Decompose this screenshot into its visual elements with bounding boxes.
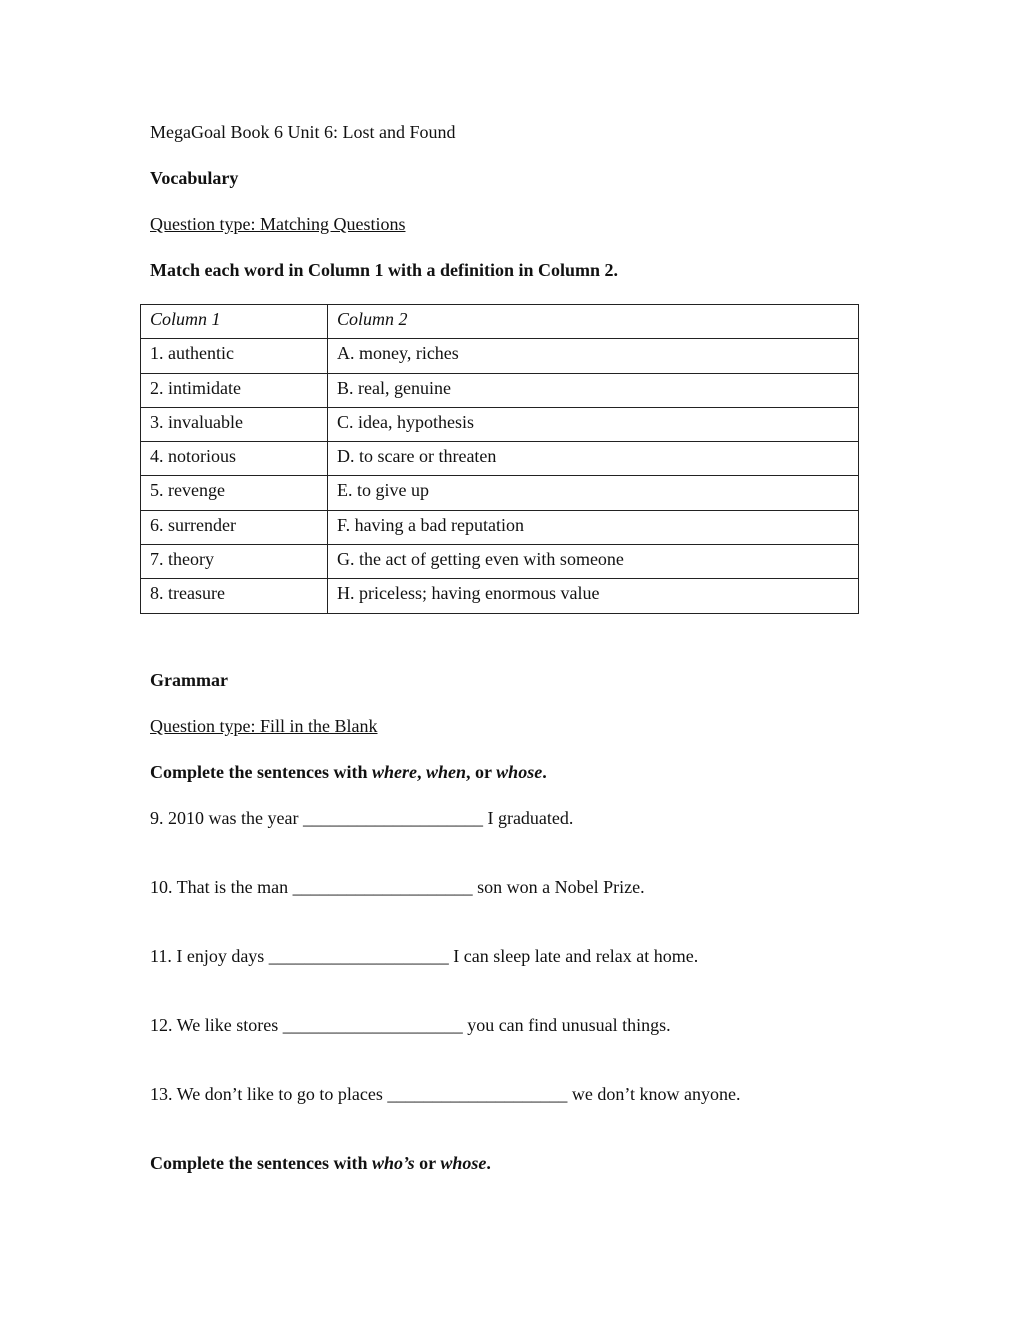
period: . bbox=[542, 762, 547, 782]
word-cell: 6. surrender bbox=[141, 510, 328, 544]
table-row bbox=[141, 407, 859, 441]
period: . bbox=[486, 1153, 491, 1173]
word-cell: 8. treasure bbox=[141, 579, 328, 613]
definition-cell: A. money, riches bbox=[328, 339, 859, 373]
grammar-question-type: Question type: Fill in the Blank bbox=[150, 716, 378, 736]
keyword-whos: who’s bbox=[371, 1153, 415, 1173]
table-header-row bbox=[141, 305, 859, 339]
definition-cell: B. real, genuine bbox=[328, 373, 859, 407]
word-cell: 7. theory bbox=[141, 545, 328, 579]
definition-cell: C. idea, hypothesis bbox=[328, 407, 859, 441]
keyword-whose: whose bbox=[496, 762, 543, 782]
definition-cell: G. the act of getting even with someone bbox=[328, 545, 859, 579]
instruction-text: Complete the sentences with bbox=[150, 762, 372, 782]
question-12: 12. We like stores ____________________ you can find unusual things. bbox=[150, 1015, 671, 1035]
question-11: 11. I enjoy days ____________________ I can sleep late and relax at home. bbox=[150, 946, 699, 966]
question-10: 10. That is the man ____________________ son won a Nobel Prize. bbox=[150, 877, 645, 897]
word-cell: 5. revenge bbox=[141, 476, 328, 510]
grammar-instruction-1 bbox=[150, 760, 547, 784]
table-row bbox=[141, 373, 859, 407]
question-9: 9. 2010 was the year ____________________ I graduated. bbox=[150, 808, 574, 828]
table-row bbox=[141, 339, 859, 373]
vocabulary-instruction: Match each word in Column 1 with a definition in Column 2. bbox=[150, 260, 619, 280]
vocabulary-question-type: Question type: Matching Questions bbox=[150, 214, 406, 234]
keyword-when: when bbox=[425, 762, 466, 782]
keyword-whose: whose bbox=[440, 1153, 487, 1173]
vocabulary-heading: Vocabulary bbox=[150, 168, 239, 188]
definition-cell: E. to give up bbox=[328, 476, 859, 510]
definition-cell: H. priceless; having enormous value bbox=[328, 579, 859, 613]
column-2-header: Column 2 bbox=[328, 305, 859, 339]
matching-table bbox=[140, 304, 859, 614]
word-cell: 1. authentic bbox=[141, 339, 328, 373]
table-row bbox=[141, 476, 859, 510]
table-row bbox=[141, 545, 859, 579]
table-row bbox=[141, 442, 859, 476]
definition-cell: D. to scare or threaten bbox=[328, 442, 859, 476]
table-row bbox=[141, 579, 859, 613]
instruction-text: Complete the sentences with bbox=[150, 1153, 372, 1173]
word-cell: 2. intimidate bbox=[141, 373, 328, 407]
word-cell: 4. notorious bbox=[141, 442, 328, 476]
definition-cell: F. having a bad reputation bbox=[328, 510, 859, 544]
separator: or bbox=[414, 1153, 441, 1173]
document-title: MegaGoal Book 6 Unit 6: Lost and Found bbox=[150, 122, 456, 142]
grammar-heading: Grammar bbox=[150, 670, 228, 690]
keyword-where: where bbox=[371, 762, 417, 782]
word-cell: 3. invaluable bbox=[141, 407, 328, 441]
grammar-instruction-2 bbox=[150, 1151, 491, 1175]
column-1-header: Column 1 bbox=[141, 305, 328, 339]
separator: , bbox=[416, 762, 426, 782]
question-13: 13. We don’t like to go to places ____________________ we don’t know anyone. bbox=[150, 1084, 741, 1104]
separator: , or bbox=[466, 762, 497, 782]
table-row bbox=[141, 510, 859, 544]
